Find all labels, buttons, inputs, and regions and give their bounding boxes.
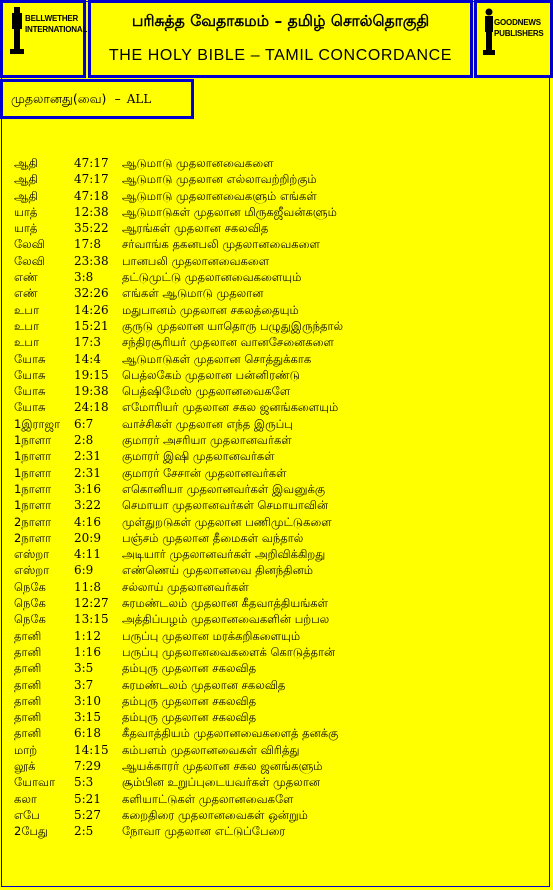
entry-text: ஆயக்காரர் முதலான சகல ஜனங்களும்: [122, 758, 323, 773]
entry-text: குமாரர் இஷி முதலானவர்கள்: [122, 449, 275, 464]
list-item: [0, 172, 553, 188]
entry-text: எமோரியர் முதலான சகல ஜனங்களையும்: [122, 400, 339, 415]
list-item: [0, 808, 553, 824]
entry-text: சுரமண்டலம் முதலான கீதவாத்தியங்கள்: [122, 596, 329, 611]
entry-book: எஸ்றா: [14, 563, 50, 578]
entry-text: அடியார் முதலானவர்கள் அறிவிக்கிறது: [122, 547, 326, 562]
entry-reference: 32:26: [74, 286, 109, 301]
entry-reference: 14:15: [74, 742, 109, 757]
list-item: [0, 759, 553, 775]
entry-text: எகொனியா முதலானவர்கள் இவனுக்கு: [122, 481, 325, 496]
list-item: [0, 417, 553, 433]
entry-book: லேவி: [14, 253, 45, 268]
entry-book: லூக்: [14, 758, 36, 773]
entry-text: வாச்சிகள் முதலான எந்த இருப்பு: [122, 416, 293, 431]
list-item: [0, 466, 553, 482]
entry-text: களியாட்டுகள் முதலானவைகளே: [122, 791, 294, 806]
list-item: [0, 694, 553, 710]
entry-text: எங்கள் ஆடுமாடு முதலான: [122, 286, 264, 301]
entry-text: தம்புரு முதலான சகலவித: [122, 661, 257, 676]
entry-book: நெகே: [14, 612, 46, 627]
entry-reference: 24:18: [74, 400, 109, 415]
entry-reference: 5:3: [74, 775, 94, 790]
list-item: [0, 286, 553, 302]
entry-reference: 4:11: [74, 547, 101, 562]
title-banner: [88, 0, 473, 78]
entry-book: 1நாளா: [14, 498, 52, 513]
entry-reference: 12:38: [74, 204, 109, 219]
entry-reference: 3:15: [74, 710, 101, 725]
list-item: [0, 449, 553, 465]
entry-reference: 6:7: [74, 416, 94, 431]
entry-reference: 7:29: [74, 758, 101, 773]
entry-text: எண்ணெய் முதலானவை தினந்தினம்: [122, 563, 313, 578]
list-item: [0, 645, 553, 661]
entry-reference: 2:8: [74, 433, 94, 448]
list-item: [0, 482, 553, 498]
entry-book: 2பேது: [14, 824, 49, 839]
entry-book: லேவி: [14, 237, 45, 252]
list-item: [0, 221, 553, 237]
entry-book: 1நாளா: [14, 449, 52, 464]
entry-book: ஆதி: [14, 156, 38, 170]
entry-reference: 17:8: [74, 237, 101, 252]
list-item: [0, 335, 553, 351]
entry-text: சல்லாய் முதலானவர்கள்: [122, 579, 249, 594]
entry-reference: 15:21: [74, 318, 109, 333]
entry-text: ஆடுமாடுகள் முதலான மிருகஜீவன்களும்: [122, 204, 337, 219]
list-item: [0, 498, 553, 514]
logo-text-left: BELLWETHER INTERNATIONAL: [25, 14, 88, 34]
entry-text: முள்துறடுகள் முதலான பணிமுட்டுகளை: [122, 514, 332, 529]
entry-reference: 1:16: [74, 644, 101, 659]
entry-book: தானி: [14, 628, 42, 643]
entry-reference: 47:17: [74, 172, 109, 187]
search-scope: ALL: [126, 92, 152, 106]
entry-book: 1இராஜா: [14, 416, 61, 431]
entry-book: ஆதி: [14, 188, 38, 203]
entry-text: பெத்ஷிமேஸ் முதலானவைகளே: [122, 384, 291, 399]
entry-book: எபே: [14, 807, 40, 822]
list-item: [0, 156, 553, 172]
entry-reference: 5:27: [74, 807, 101, 822]
entry-reference: 47:17: [74, 156, 109, 170]
entry-reference: 3:5: [74, 661, 94, 676]
entry-text: பானபலி முதலானவைகளை: [122, 253, 270, 268]
list-item: [0, 775, 553, 791]
list-item: [0, 303, 553, 319]
bellwether-logo: [0, 0, 86, 78]
entry-reference: 17:3: [74, 335, 101, 350]
list-item: [0, 743, 553, 759]
entry-book: தானி: [14, 644, 42, 659]
search-separator: –: [114, 91, 121, 106]
title-english: THE HOLY BIBLE – TAMIL CONCORDANCE: [108, 47, 453, 64]
entry-text: குமாரர் சேசான் முதலானவர்கள்: [122, 465, 287, 480]
list-item: [0, 531, 553, 547]
entry-text: குமாரர் அசரியா முதலானவர்கள்: [122, 433, 292, 448]
entry-reference: 3:10: [74, 693, 101, 708]
list-item: [0, 189, 553, 205]
logo-text-right: GOODNEWS PUBLISHERS: [494, 18, 544, 38]
entry-text: பருப்பு முதலான மரக்கறிகளையும்: [122, 628, 301, 643]
entry-reference: 5:21: [74, 791, 101, 806]
entry-reference: 1:12: [74, 628, 101, 643]
entry-text: ஆடுமாடு முதலானவைகளை: [122, 156, 274, 170]
list-item: [0, 237, 553, 253]
entry-book: 1நாளா: [14, 433, 52, 448]
list-item: [0, 400, 553, 416]
entry-text: மதுபானம் முதலான சகலத்தையும்: [122, 302, 299, 317]
entry-reference: 14:26: [74, 302, 109, 317]
entry-book: யோசு: [14, 384, 46, 399]
entry-book: மாற்: [14, 742, 38, 757]
entry-book: யோசு: [14, 400, 46, 415]
entry-text: ஆடுமாடுகள் முதலான சொத்துக்காக: [122, 351, 312, 366]
entry-reference: 3:7: [74, 677, 94, 692]
entry-book: நெகே: [14, 596, 46, 611]
entry-reference: 14:4: [74, 351, 101, 366]
entry-text: சர்வாங்க தகனபலி முதலானவைகளை: [122, 237, 320, 252]
entry-reference: 12:27: [74, 596, 109, 611]
entry-book: ஆதி: [14, 172, 38, 187]
goodnews-logo: [474, 0, 553, 78]
entry-book: யோசு: [14, 351, 46, 366]
search-word: [11, 91, 151, 108]
entry-book: தானி: [14, 677, 42, 692]
entry-book: எண்: [14, 270, 38, 285]
entry-reference: 19:15: [74, 367, 109, 382]
list-item: [0, 368, 553, 384]
list-item: [0, 205, 553, 221]
entry-book: தானி: [14, 661, 42, 676]
entry-text: பஞ்சம் முதலான தீமைகள் வந்தால்: [122, 530, 304, 545]
list-item: [0, 661, 553, 677]
entry-text: தம்புரு முதலான சகலவித: [122, 693, 257, 708]
entry-book: எஸ்றா: [14, 547, 50, 562]
entry-text: அத்திப்பழம் முதலானவைகளின் பற்பல: [122, 612, 330, 627]
entry-book: தானி: [14, 726, 42, 741]
entry-reference: 4:16: [74, 514, 101, 529]
list-item: [0, 563, 553, 579]
entry-text: ஆரங்கள் முதலான சகலவித: [122, 221, 269, 236]
entry-text: ஆடுமாடு முதலான எல்லாவற்றிற்கும்: [122, 172, 317, 187]
list-item: [0, 792, 553, 808]
list-item: [0, 596, 553, 612]
list-item: [0, 433, 553, 449]
entry-book: கலா: [14, 791, 37, 806]
list-item: [0, 824, 553, 840]
list-item: [0, 612, 553, 628]
entry-reference: 2:31: [74, 449, 101, 464]
list-item: [0, 384, 553, 400]
entry-text: கீதவாத்தியம் முதலானவைகளைத் தனக்கு: [122, 726, 339, 741]
entry-reference: 11:8: [74, 579, 101, 594]
entry-text: ஆடுமாடு முதலானவைகளும் எங்கள்: [122, 188, 317, 203]
entry-book: 1நாளா: [14, 481, 52, 496]
entry-reference: 6:18: [74, 726, 101, 741]
entry-book: 2நாளா: [14, 530, 52, 545]
entry-reference: 19:38: [74, 384, 109, 399]
entry-text: தம்புரு முதலான சகலவித: [122, 710, 257, 725]
entry-reference: 3:16: [74, 481, 101, 496]
entry-book: உபா: [14, 335, 39, 350]
entry-reference: 35:22: [74, 221, 109, 236]
entry-text: பருப்பு முதலானவைகளைக் கொடுத்தான்: [122, 644, 336, 659]
entry-text: நோவா முதலான எட்டுப்பேரை: [122, 824, 286, 839]
list-item: [0, 678, 553, 694]
list-item: [0, 254, 553, 270]
list-item: [0, 270, 553, 286]
entry-book: 1நாளா: [14, 465, 52, 480]
entry-text: செமாயா முதலானவர்கள் செமாயாவின்: [122, 498, 329, 513]
search-word-box: [0, 79, 194, 119]
entry-book: யோவா: [14, 775, 56, 790]
entry-text: குருடு முதலான யாதொரு பழுதுஇருந்தால்: [122, 318, 344, 333]
list-item: [0, 515, 553, 531]
list-item: [0, 710, 553, 726]
entry-book: 2நாளா: [14, 514, 52, 529]
entry-book: உபா: [14, 318, 39, 333]
entry-book: யாத்: [14, 204, 38, 219]
entry-reference: 47:18: [74, 188, 109, 203]
entry-text: கம்பளம் முதலானவைகள் விரித்து: [122, 742, 300, 757]
list-item: [0, 547, 553, 563]
list-item: [0, 629, 553, 645]
entry-text: கறைதிரை முதலானவைகள் ஒன்றும்: [122, 807, 308, 822]
entry-text: தட்டுமுட்டு முதலானவைகளையும்: [122, 270, 302, 285]
entry-reference: 2:31: [74, 465, 101, 480]
entry-book: நெகே: [14, 579, 46, 594]
entry-reference: 20:9: [74, 530, 101, 545]
entry-text: சந்திரசூரியர் முதலான வானசேனைகளை: [122, 335, 334, 350]
entry-reference: 2:5: [74, 824, 94, 839]
entry-book: யோசு: [14, 367, 46, 382]
entry-reference: 6:9: [74, 563, 94, 578]
entry-book: தானி: [14, 693, 42, 708]
entry-reference: 13:15: [74, 612, 109, 627]
entry-book: யாத்: [14, 221, 38, 236]
entry-reference: 3:22: [74, 498, 101, 513]
entry-text: சூம்பின உறுப்புடையவர்கள் முதலான: [122, 775, 320, 790]
list-item: [0, 319, 553, 335]
entry-text: சுரமண்டலம் முதலான சகலவித: [122, 677, 286, 692]
list-item: [0, 352, 553, 368]
entry-reference: 23:38: [74, 253, 109, 268]
list-item: [0, 726, 553, 742]
hand-with-scroll-icon: [9, 5, 25, 61]
concordance-list: [0, 156, 553, 840]
entry-book: எண்: [14, 286, 38, 301]
entry-book: தானி: [14, 710, 42, 725]
search-term: முதலானது(வை): [11, 91, 107, 106]
entry-text: பெத்லகேம் முதலான பன்னிரண்டு: [122, 367, 300, 382]
title-tamil: பரிசுத்த வேதாகமம் – தமிழ் சொல்தொகுதி: [131, 12, 430, 30]
list-item: [0, 580, 553, 596]
entry-book: உபா: [14, 302, 39, 317]
entry-reference: 3:8: [74, 270, 94, 285]
